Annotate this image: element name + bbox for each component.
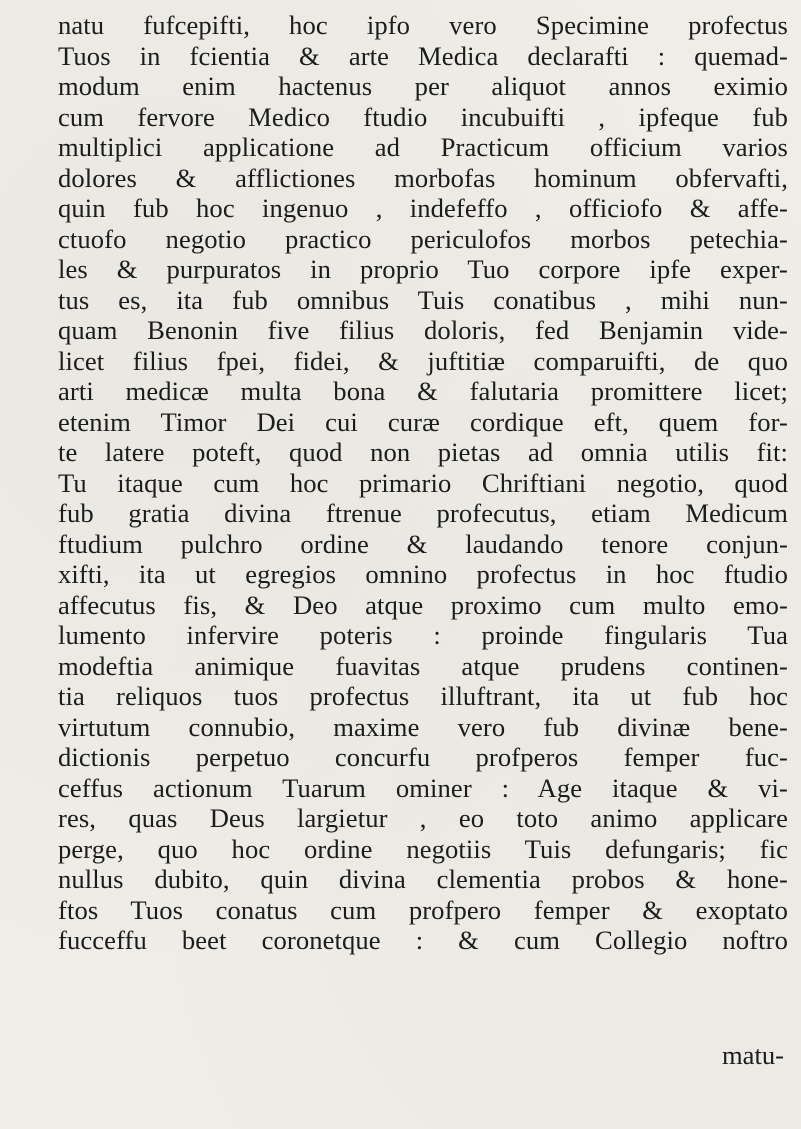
text-line: dolores & afflictiones morbofas hominum obfervafti, (58, 162, 788, 193)
text-line: ctuofo negotio practico periculofos morbos petechia- (58, 223, 788, 254)
text-line: tia reliquos tuos profectus illuftrant, ita ut fub hoc (58, 681, 788, 711)
text-line: Tuos in fcientia & arte Medica declarafti : quemad- (58, 40, 788, 71)
catchword: matu- (721, 1040, 784, 1070)
text-line: virtutum connubio, maxime vero fub divinæ bene- (58, 711, 788, 742)
text-line: quin fub hoc ingenuo , indefeffo , officiofo & affe- (58, 193, 788, 223)
text-line: les & purpuratos in proprio Tuo corpore ipfe exper- (58, 254, 788, 284)
text-line: nullus dubito, quin divina clementia probos & hone- (58, 864, 788, 894)
text-line: xifti, ita ut egregios omnino profectus in hoc ftudio (58, 559, 788, 589)
text-line: modum enim hactenus per aliquot annos eximio (58, 71, 788, 101)
text-line: ftos Tuos conatus cum profpero femper & exoptato (58, 894, 788, 925)
text-line: dictionis perpetuo concurfu profperos femper fuc- (58, 742, 788, 772)
text-line: arti medicæ multa bona & falutaria promittere licet; (58, 376, 788, 406)
text-line: cum fervore Medico ftudio incubuifti , ipfeque fub (58, 101, 788, 132)
text-line: fucceffu beet coronetque : & cum Collegio noftro (58, 925, 788, 955)
text-line: modeftia animique fuavitas atque prudens continen- (58, 650, 788, 681)
text-line: ftudium pulchro ordine & laudando tenore conjun- (58, 528, 788, 559)
text-line: lumento infervire poteris : proinde fingularis Tua (58, 620, 788, 650)
text-line: natu fufcepifti, hoc ipfo vero Specimine profectus (58, 10, 788, 40)
text-line: fub gratia divina ftrenue profecutus, etiam Medicum (58, 498, 788, 528)
text-line: ceffus actionum Tuarum ominer : Age itaque & vi- (58, 772, 788, 803)
text-line: Tu itaque cum hoc primario Chriftiani negotio, quod (58, 467, 788, 498)
text-line: res, quas Deus largietur , eo toto animo applicare (58, 803, 788, 833)
text-line: quam Benonin five filius doloris, fed Benjamin vide- (58, 315, 788, 345)
text-line: te latere poteft, quod non pietas ad omnia utilis fit: (58, 437, 788, 467)
text-line: etenim Timor Dei cui curæ cordique eft, quem for- (58, 406, 788, 437)
text-line: affecutus fis, & Deo atque proximo cum multo emo- (58, 589, 788, 620)
text-line: tus es, ita fub omnibus Tuis conatibus , mihi nun- (58, 284, 788, 315)
body-text (58, 10, 788, 956)
text-line: multiplici applicatione ad Practicum officium varios (58, 132, 788, 162)
text-line: licet filius fpei, fidei, & juftitiæ comparuifti, de quo (58, 345, 788, 376)
text-line: perge, quo hoc ordine negotiis Tuis defungaris; fic (58, 833, 788, 864)
